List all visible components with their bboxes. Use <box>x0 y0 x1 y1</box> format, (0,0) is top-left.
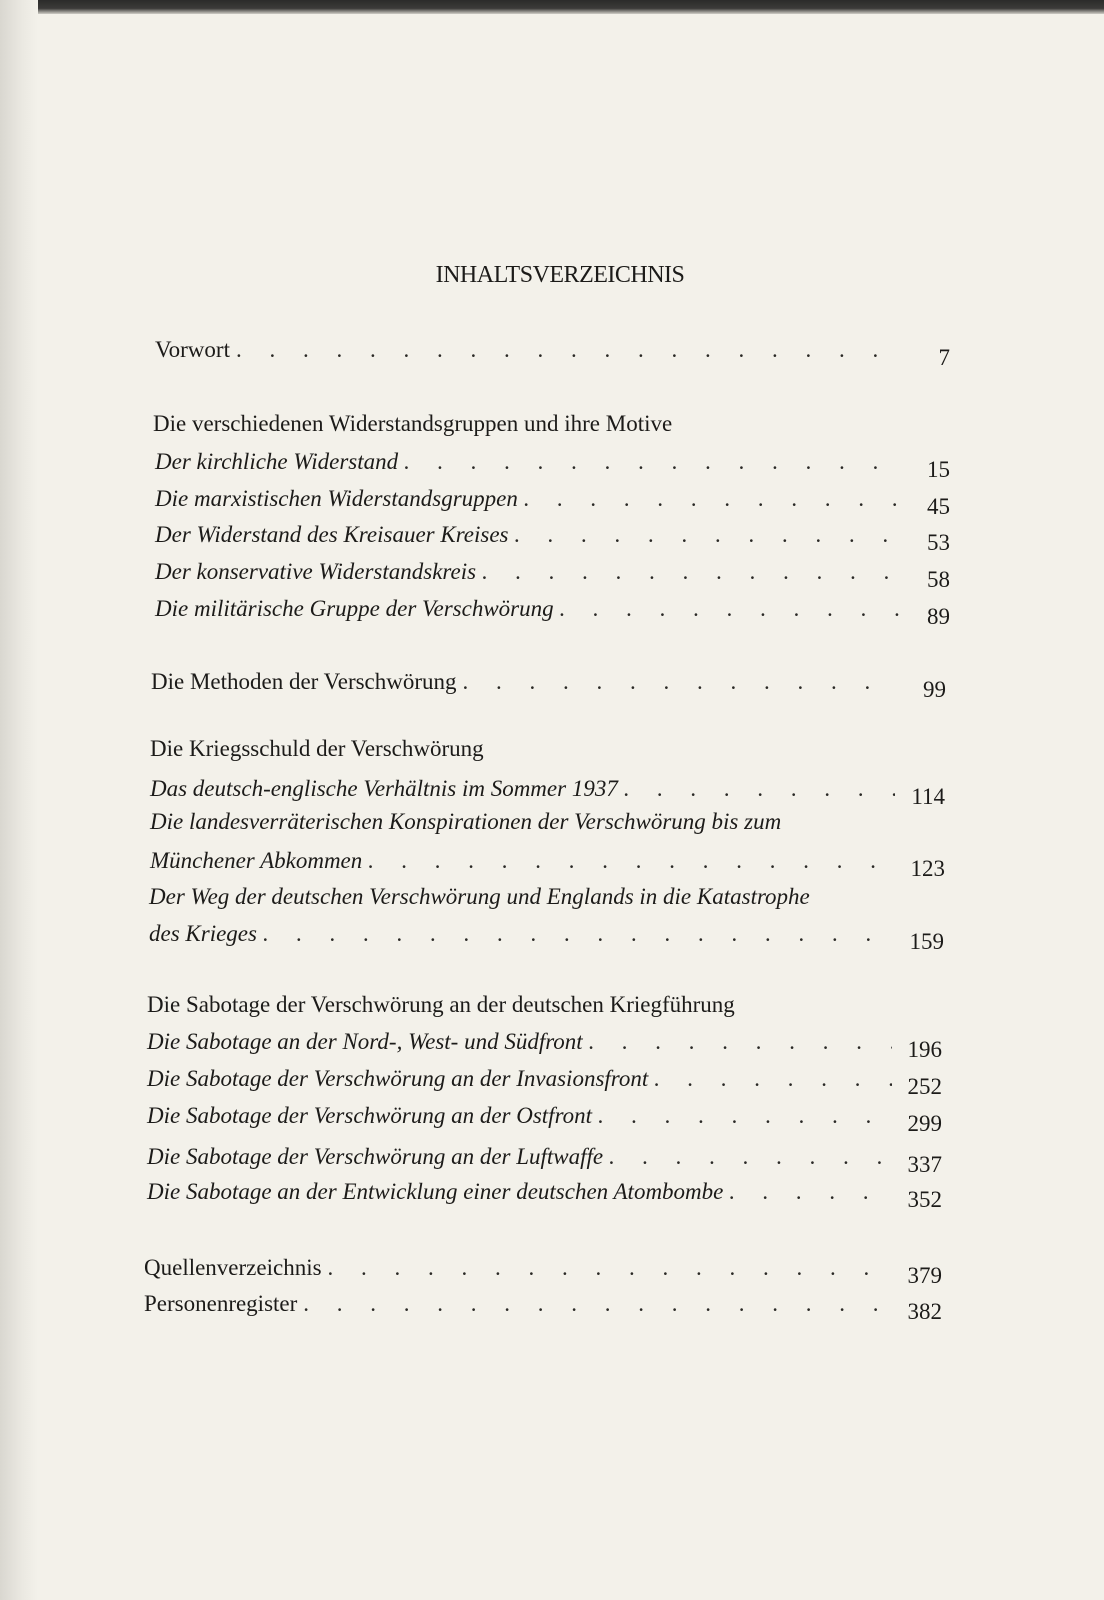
leader-dots <box>624 775 895 803</box>
toc-entry <box>147 1174 942 1212</box>
leader-dots <box>729 1178 892 1206</box>
toc-entry-label: Die Methoden der Verschwörung <box>151 669 457 694</box>
toc-entry-label: Die marxistischen Widerstandsgruppen <box>155 486 518 511</box>
toc-entry-label: Der Widerstand des Kreisauer Kreises <box>155 522 509 547</box>
leader-dots <box>404 448 900 476</box>
leader-dots <box>236 336 900 364</box>
leader-dots <box>654 1065 892 1093</box>
toc-entry <box>155 591 950 629</box>
leader-dots <box>263 920 894 948</box>
leader-dots <box>598 1102 892 1130</box>
leader-dots <box>463 668 896 696</box>
toc-entry <box>147 1139 942 1177</box>
toc-entry-label: Quellenverzeichnis <box>144 1255 322 1280</box>
leader-dots <box>482 558 900 586</box>
toc-entry-label: Die Sabotage der Verschwörung an der Luftwaffe <box>147 1144 604 1169</box>
toc-page-number: 299 <box>907 1111 942 1136</box>
toc-entry-label: Münchener Abkommen <box>150 848 363 873</box>
page-title: INHALTSVERZEICHNIS <box>435 262 685 288</box>
toc-entry <box>150 843 945 881</box>
toc-entry-vorwort <box>155 332 950 370</box>
toc-entry-quellenverzeichnis <box>144 1250 942 1288</box>
toc-entry-label: Die Sabotage der Verschwörung an der Invasionsfront <box>147 1066 649 1091</box>
toc-page-number: 45 <box>927 494 950 519</box>
toc-entry <box>147 1061 942 1099</box>
toc-entry <box>150 771 945 809</box>
toc-page-number: 15 <box>927 457 950 482</box>
toc-page-number: 7 <box>938 345 950 370</box>
toc-page-number: 114 <box>911 784 945 809</box>
toc-entry-line: Der Weg der deutschen Verschwörung und Englands in die Katastrophe <box>149 884 810 909</box>
leader-dots <box>368 847 895 875</box>
toc-entry-label: Das deutsch-englische Verhältnis im Sommer 1937 <box>150 776 618 801</box>
toc-page-number: 159 <box>909 929 944 954</box>
leader-dots <box>328 1254 892 1282</box>
toc-page-number: 382 <box>907 1299 942 1324</box>
toc-entry <box>155 517 950 555</box>
toc-entry <box>147 1098 942 1136</box>
toc-entry-line: Die landesverräterischen Konspirationen der Verschwörung bis zum <box>150 809 782 834</box>
toc-entry-label: Vorwort <box>155 337 230 362</box>
toc-entry-label: Die militärische Gruppe der Verschwörung <box>155 596 554 621</box>
section-heading: Die Kriegsschuld der Verschwörung <box>150 736 484 761</box>
toc-page-number: 379 <box>907 1263 942 1288</box>
toc-entry <box>155 554 950 592</box>
leader-dots <box>524 485 900 513</box>
toc-entry <box>155 444 950 482</box>
leader-dots <box>609 1143 892 1171</box>
toc-page-number: 89 <box>927 604 950 629</box>
toc-entry-methoden <box>151 664 946 702</box>
toc-entry-label: des Krieges <box>149 921 257 946</box>
leader-dots <box>589 1028 892 1056</box>
toc-entry <box>155 481 950 519</box>
section-heading: Die verschiedenen Widerstandsgruppen und ihre Motive <box>153 411 673 436</box>
toc-entry <box>149 916 944 954</box>
toc-page-number: 99 <box>923 677 946 702</box>
toc-entry-label: Die Sabotage an der Nord-, West- und Südfront <box>147 1029 583 1054</box>
toc-page-number: 196 <box>907 1037 942 1062</box>
toc-entry-label: Der kirchliche Widerstand <box>155 449 399 474</box>
section-heading: Die Sabotage der Verschwörung an der deutschen Kriegführung <box>147 992 735 1017</box>
toc-page-number: 252 <box>907 1074 942 1099</box>
toc-entry-label: Personenregister <box>144 1291 298 1316</box>
toc-page-number: 58 <box>927 567 950 592</box>
toc-entry-label: Die Sabotage an der Entwicklung einer deutschen Atombombe <box>147 1179 724 1204</box>
toc-entry-personenregister <box>144 1286 942 1324</box>
toc-entry-label: Die Sabotage der Verschwörung an der Ostfront <box>147 1103 593 1128</box>
toc-page-number: 337 <box>907 1152 942 1177</box>
leader-dots <box>303 1290 892 1318</box>
toc-page-number: 53 <box>927 530 950 555</box>
leader-dots <box>515 521 900 549</box>
toc-page-number: 123 <box>910 856 945 881</box>
toc-page-number: 352 <box>907 1187 942 1212</box>
toc-entry-label: Der konservative Widerstandskreis <box>155 559 477 584</box>
leader-dots <box>560 595 900 623</box>
toc-entry <box>147 1024 942 1062</box>
